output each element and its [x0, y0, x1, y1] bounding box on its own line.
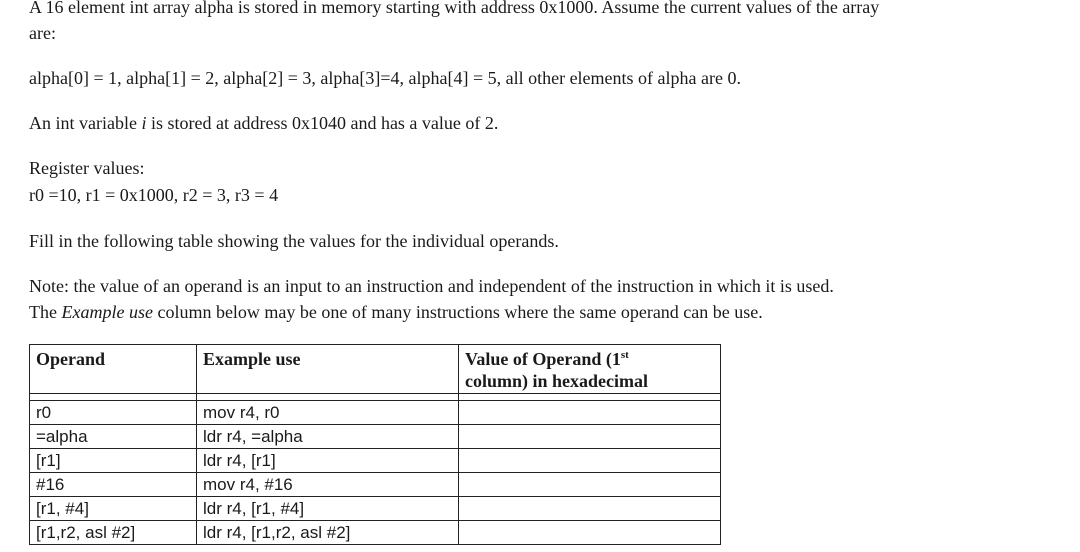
int-variable-text-post: is stored at address 0x1040 and has a value of 2.	[146, 113, 499, 133]
value-cell[interactable]	[459, 497, 721, 521]
example-cell: mov r4, r0	[197, 401, 459, 425]
alpha-values-line: alpha[0] = 1, alpha[1] = 2, alpha[2] = 3, alpha[3]=4, alpha[4] = 5, all other elements of alpha are 0.	[29, 68, 741, 88]
header-example-use: Example use	[197, 345, 459, 394]
operand-table	[29, 344, 721, 545]
header-value-text-line2: column) in hexadecimal	[465, 371, 648, 391]
example-cell: mov r4, #16	[197, 473, 459, 497]
value-cell[interactable]	[459, 425, 721, 449]
int-variable-name: i	[141, 113, 147, 133]
intro-line-1: A 16 element int array alpha is stored in memory starting with address 0x1000. Assume the current values of the array	[29, 0, 880, 17]
value-cell[interactable]	[459, 401, 721, 425]
fill-instruction-line: Fill in the following table showing the values for the individual operands.	[29, 231, 559, 251]
header-value-sup: st	[620, 349, 629, 361]
note-2-emphasis: Example use	[61, 302, 153, 322]
note-2-text-post: column below may be one of many instructions where the same operand can be use.	[152, 302, 763, 322]
table-row	[30, 521, 721, 545]
table-row	[30, 473, 721, 497]
int-variable-line	[29, 112, 498, 134]
intro-line-2: are:	[29, 23, 56, 43]
value-cell[interactable]	[459, 473, 721, 497]
note-line-2	[29, 301, 763, 323]
header-value-text: Value of Operand (1	[465, 349, 621, 369]
register-values-line: r0 =10, r1 = 0x1000, r2 = 3, r3 = 4	[29, 185, 279, 205]
int-variable-text-pre: An int variable	[29, 113, 142, 133]
table-spacer-row	[30, 394, 721, 401]
operand-cell: #16	[30, 473, 197, 497]
operand-cell: =alpha	[30, 425, 197, 449]
table-header-row	[30, 345, 721, 394]
table-row	[30, 425, 721, 449]
operand-cell: [r1]	[30, 449, 197, 473]
note-2-text-pre: The	[29, 302, 62, 322]
value-cell[interactable]	[459, 521, 721, 545]
example-cell: ldr r4, [r1, #4]	[197, 497, 459, 521]
value-cell[interactable]	[459, 449, 721, 473]
example-cell: ldr r4, =alpha	[197, 425, 459, 449]
operand-cell: [r1, #4]	[30, 497, 197, 521]
table-row	[30, 401, 721, 425]
example-cell: ldr r4, [r1]	[197, 449, 459, 473]
register-heading: Register values:	[29, 158, 145, 178]
header-operand: Operand	[30, 345, 197, 394]
table-row	[30, 449, 721, 473]
operand-cell: [r1,r2, asl #2]	[30, 521, 197, 545]
example-cell: ldr r4, [r1,r2, asl #2]	[197, 521, 459, 545]
note-line-1: Note: the value of an operand is an input to an instruction and independent of the instruction in which it is used.	[29, 276, 834, 296]
operand-cell: r0	[30, 401, 197, 425]
header-value-of-operand	[459, 345, 721, 394]
table-row	[30, 497, 721, 521]
